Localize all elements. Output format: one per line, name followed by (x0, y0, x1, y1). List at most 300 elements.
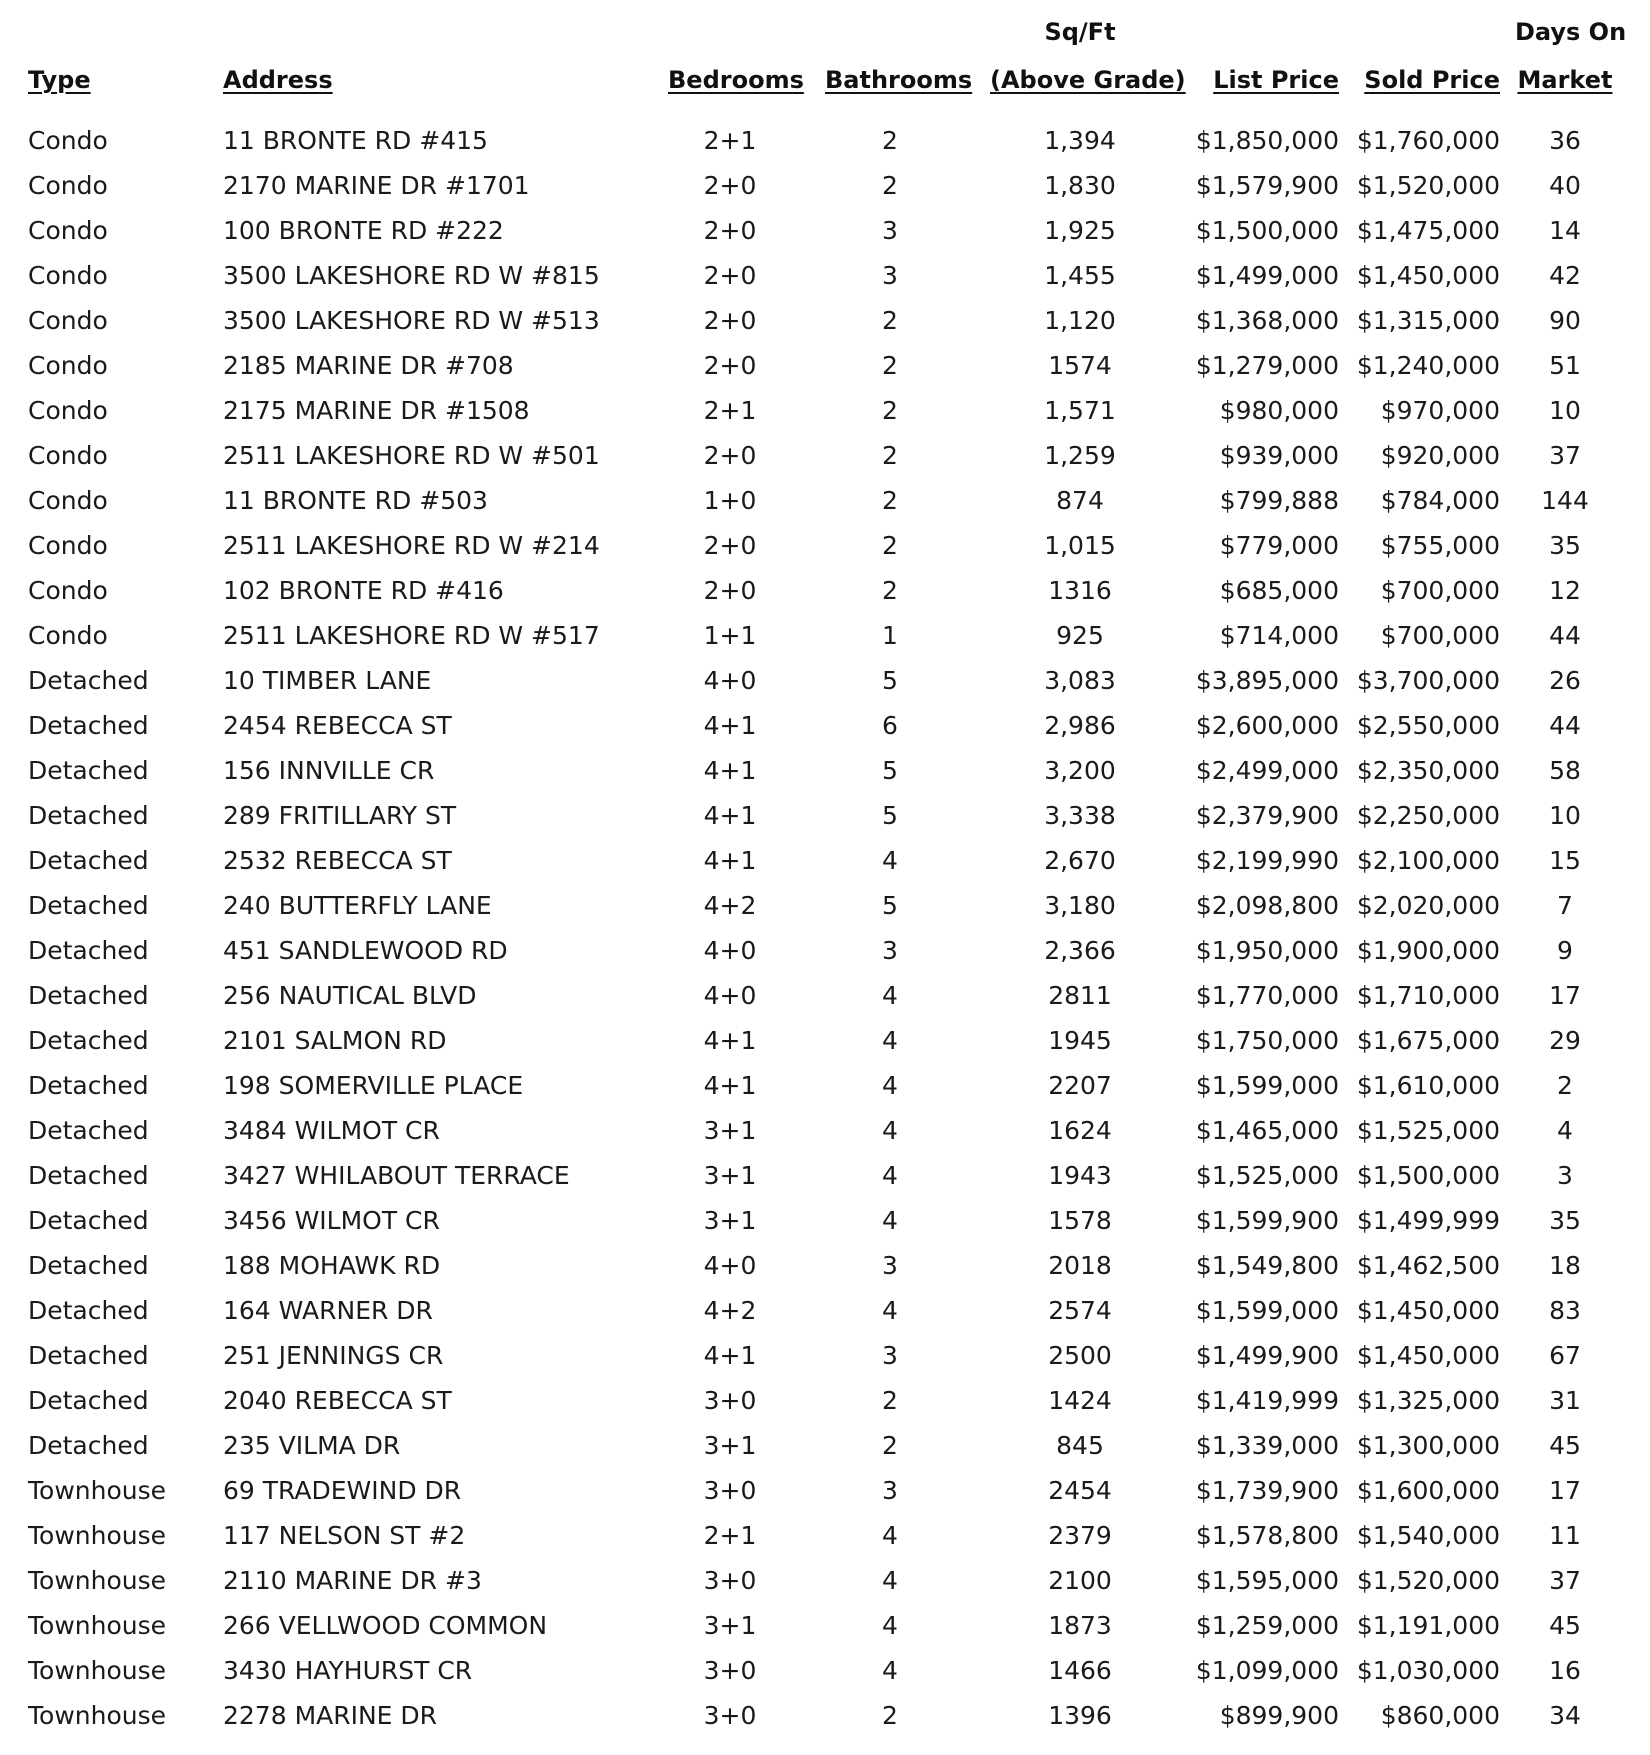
cell-bathrooms: 4 (882, 1071, 898, 1100)
table-row (0, 433, 1650, 478)
table-row (0, 1423, 1650, 1468)
cell-sqft: 2500 (1048, 1341, 1112, 1370)
cell-bathrooms: 5 (882, 801, 898, 830)
table-row (0, 118, 1650, 163)
cell-bedrooms: 2+1 (703, 396, 757, 425)
cell-type: Condo (28, 531, 108, 560)
cell-sqft: 1,925 (1044, 216, 1116, 245)
cell-list-price: $1,368,000 (1195, 306, 1339, 335)
cell-type: Detached (28, 756, 149, 785)
cell-sqft: 1943 (1048, 1161, 1112, 1190)
cell-days-on-market: 45 (1549, 1431, 1581, 1460)
cell-bathrooms: 3 (882, 1251, 898, 1280)
header-list-price-label: List Price (1213, 66, 1339, 94)
cell-sold-price: $700,000 (1380, 576, 1500, 605)
cell-sold-price: $970,000 (1380, 396, 1500, 425)
cell-address: 256 NAUTICAL BLVD (223, 981, 477, 1010)
cell-list-price: $2,199,990 (1195, 846, 1339, 875)
cell-bedrooms: 3+0 (703, 1701, 757, 1730)
cell-bathrooms: 4 (882, 1116, 898, 1145)
table-row (0, 1063, 1650, 1108)
header-dom-line2: Market (1517, 66, 1613, 94)
header-sold-price-label: Sold Price (1364, 66, 1500, 94)
cell-list-price: $939,000 (1219, 441, 1339, 470)
cell-bathrooms: 2 (882, 351, 898, 380)
cell-address: 3427 WHILABOUT TERRACE (223, 1161, 570, 1190)
cell-list-price: $1,750,000 (1195, 1026, 1339, 1055)
cell-bathrooms: 2 (882, 441, 898, 470)
cell-sqft: 1,571 (1044, 396, 1116, 425)
cell-sqft: 925 (1056, 621, 1104, 650)
cell-days-on-market: 37 (1549, 441, 1581, 470)
cell-address: 2175 MARINE DR #1508 (223, 396, 530, 425)
cell-bedrooms: 4+1 (703, 1026, 757, 1055)
cell-list-price: $1,099,000 (1195, 1656, 1339, 1685)
cell-list-price: $2,098,800 (1195, 891, 1339, 920)
cell-address: 2278 MARINE DR (223, 1701, 438, 1730)
cell-sqft: 3,200 (1044, 756, 1116, 785)
cell-sold-price: $1,525,000 (1356, 1116, 1500, 1145)
header-type-label: Type (28, 66, 91, 94)
cell-bathrooms: 4 (882, 1611, 898, 1640)
cell-bathrooms: 3 (882, 261, 898, 290)
cell-type: Townhouse (28, 1521, 167, 1550)
cell-list-price: $1,279,000 (1195, 351, 1339, 380)
cell-sold-price: $1,325,000 (1356, 1386, 1500, 1415)
cell-bathrooms: 6 (882, 711, 898, 740)
cell-sold-price: $860,000 (1380, 1701, 1500, 1730)
cell-sqft: 1574 (1048, 351, 1112, 380)
cell-days-on-market: 45 (1549, 1611, 1581, 1640)
cell-bathrooms: 4 (882, 1161, 898, 1190)
cell-days-on-market: 35 (1549, 1206, 1581, 1235)
cell-bathrooms: 4 (882, 1521, 898, 1550)
cell-sold-price: $1,500,000 (1356, 1161, 1500, 1190)
cell-sqft: 1578 (1048, 1206, 1112, 1235)
cell-bathrooms: 1 (882, 621, 898, 650)
cell-sold-price: $920,000 (1380, 441, 1500, 470)
cell-days-on-market: 67 (1549, 1341, 1581, 1370)
cell-list-price: $1,770,000 (1195, 981, 1339, 1010)
cell-type: Detached (28, 1161, 149, 1190)
table-row (0, 208, 1650, 253)
cell-bathrooms: 3 (882, 216, 898, 245)
cell-days-on-market: 18 (1549, 1251, 1581, 1280)
table-row (0, 298, 1650, 343)
header-bedrooms-label: Bedrooms (668, 66, 804, 94)
cell-list-price: $714,000 (1219, 621, 1339, 650)
cell-days-on-market: 29 (1549, 1026, 1581, 1055)
table-row (0, 703, 1650, 748)
cell-sold-price: $2,250,000 (1356, 801, 1500, 830)
cell-days-on-market: 51 (1549, 351, 1581, 380)
cell-list-price: $1,950,000 (1195, 936, 1339, 965)
cell-address: 11 BRONTE RD #415 (223, 126, 488, 155)
table-row (0, 388, 1650, 433)
table-row (0, 1693, 1650, 1738)
cell-type: Detached (28, 711, 149, 740)
cell-sqft: 1,830 (1044, 171, 1116, 200)
cell-bedrooms: 2+0 (703, 351, 757, 380)
cell-bedrooms: 2+0 (703, 216, 757, 245)
cell-type: Detached (28, 981, 149, 1010)
cell-sqft: 1396 (1048, 1701, 1112, 1730)
cell-sold-price: $1,300,000 (1356, 1431, 1500, 1460)
cell-sold-price: $755,000 (1380, 531, 1500, 560)
cell-bedrooms: 3+1 (703, 1161, 757, 1190)
cell-type: Condo (28, 306, 108, 335)
header-list-price (1190, 64, 1339, 96)
cell-address: 3484 WILMOT CR (223, 1116, 440, 1145)
cell-sold-price: $1,520,000 (1356, 1566, 1500, 1595)
cell-list-price: $685,000 (1219, 576, 1339, 605)
cell-bedrooms: 2+0 (703, 441, 757, 470)
table-row (0, 1243, 1650, 1288)
cell-address: 251 JENNINGS CR (223, 1341, 444, 1370)
cell-list-price: $1,599,000 (1195, 1071, 1339, 1100)
cell-bedrooms: 4+0 (703, 1251, 757, 1280)
cell-address: 102 BRONTE RD #416 (223, 576, 504, 605)
cell-days-on-market: 2 (1557, 1071, 1573, 1100)
cell-sqft: 2454 (1048, 1476, 1112, 1505)
cell-address: 117 NELSON ST #2 (223, 1521, 466, 1550)
cell-bathrooms: 4 (882, 981, 898, 1010)
cell-days-on-market: 12 (1549, 576, 1581, 605)
cell-days-on-market: 36 (1549, 126, 1581, 155)
header-type (28, 64, 91, 96)
cell-sqft: 1,015 (1044, 531, 1116, 560)
cell-bedrooms: 4+1 (703, 801, 757, 830)
cell-sold-price: $1,675,000 (1356, 1026, 1500, 1055)
cell-sold-price: $1,450,000 (1356, 1296, 1500, 1325)
cell-list-price: $1,599,900 (1195, 1206, 1339, 1235)
cell-sold-price: $2,350,000 (1356, 756, 1500, 785)
header-sold-price (1350, 64, 1500, 96)
cell-bathrooms: 2 (882, 171, 898, 200)
cell-bedrooms: 4+1 (703, 1071, 757, 1100)
cell-type: Detached (28, 891, 149, 920)
cell-sqft: 1316 (1048, 576, 1112, 605)
cell-address: 266 VELLWOOD COMMON (223, 1611, 548, 1640)
cell-bedrooms: 2+0 (703, 576, 757, 605)
cell-list-price: $1,465,000 (1195, 1116, 1339, 1145)
cell-bathrooms: 3 (882, 1341, 898, 1370)
cell-address: 240 BUTTERFLY LANE (223, 891, 492, 920)
cell-address: 188 MOHAWK RD (223, 1251, 441, 1280)
cell-type: Detached (28, 936, 149, 965)
cell-days-on-market: 83 (1549, 1296, 1581, 1325)
cell-bedrooms: 4+1 (703, 1341, 757, 1370)
cell-list-price: $799,888 (1219, 486, 1339, 515)
table-row (0, 1288, 1650, 1333)
cell-list-price: $2,379,900 (1195, 801, 1339, 830)
cell-bathrooms: 4 (882, 1026, 898, 1055)
cell-address: 2040 REBECCA ST (223, 1386, 452, 1415)
cell-bedrooms: 4+0 (703, 936, 757, 965)
cell-bedrooms: 3+1 (703, 1116, 757, 1145)
cell-type: Condo (28, 621, 108, 650)
table-row (0, 658, 1650, 703)
cell-type: Detached (28, 1071, 149, 1100)
cell-days-on-market: 58 (1549, 756, 1581, 785)
cell-days-on-market: 44 (1549, 711, 1581, 740)
cell-bathrooms: 5 (882, 891, 898, 920)
cell-sold-price: $784,000 (1380, 486, 1500, 515)
cell-sqft: 2,366 (1044, 936, 1116, 965)
cell-sqft: 874 (1056, 486, 1104, 515)
table-row (0, 523, 1650, 568)
table-row (0, 973, 1650, 1018)
table-row (0, 1333, 1650, 1378)
cell-bathrooms: 2 (882, 1386, 898, 1415)
cell-address: 289 FRITILLARY ST (223, 801, 457, 830)
cell-days-on-market: 26 (1549, 666, 1581, 695)
cell-bathrooms: 2 (882, 306, 898, 335)
cell-bedrooms: 3+0 (703, 1476, 757, 1505)
cell-bathrooms: 2 (882, 1701, 898, 1730)
cell-bathrooms: 2 (882, 486, 898, 515)
table-row (0, 838, 1650, 883)
cell-address: 69 TRADEWIND DR (223, 1476, 462, 1505)
cell-list-price: $1,549,800 (1195, 1251, 1339, 1280)
cell-address: 3500 LAKESHORE RD W #513 (223, 306, 600, 335)
cell-sold-price: $1,499,999 (1356, 1206, 1500, 1235)
cell-type: Detached (28, 1341, 149, 1370)
cell-bathrooms: 4 (882, 1566, 898, 1595)
cell-address: 10 TIMBER LANE (223, 666, 432, 695)
cell-type: Detached (28, 846, 149, 875)
cell-sqft: 1624 (1048, 1116, 1112, 1145)
cell-days-on-market: 17 (1549, 981, 1581, 1010)
cell-sold-price: $1,191,000 (1356, 1611, 1500, 1640)
cell-sqft: 1,120 (1044, 306, 1116, 335)
header-bedrooms (668, 64, 804, 96)
cell-sqft: 845 (1056, 1431, 1104, 1460)
cell-type: Detached (28, 666, 149, 695)
cell-bathrooms: 2 (882, 576, 898, 605)
cell-address: 451 SANDLEWOOD RD (223, 936, 508, 965)
cell-bedrooms: 4+1 (703, 846, 757, 875)
table-row (0, 1198, 1650, 1243)
cell-days-on-market: 14 (1549, 216, 1581, 245)
cell-type: Condo (28, 216, 108, 245)
cell-type: Detached (28, 1296, 149, 1325)
cell-bathrooms: 4 (882, 1656, 898, 1685)
cell-bathrooms: 2 (882, 1431, 898, 1460)
cell-sold-price: $1,030,000 (1356, 1656, 1500, 1685)
cell-days-on-market: 40 (1549, 171, 1581, 200)
cell-sqft: 2100 (1048, 1566, 1112, 1595)
cell-type: Townhouse (28, 1476, 167, 1505)
cell-sqft: 2,670 (1044, 846, 1116, 875)
cell-sold-price: $2,550,000 (1356, 711, 1500, 740)
cell-sold-price: $2,100,000 (1356, 846, 1500, 875)
cell-bathrooms: 2 (882, 396, 898, 425)
cell-sqft: 1873 (1048, 1611, 1112, 1640)
header-sqft (990, 16, 1186, 96)
cell-sold-price: $1,240,000 (1356, 351, 1500, 380)
cell-list-price: $2,499,000 (1195, 756, 1339, 785)
cell-address: 2454 REBECCA ST (223, 711, 452, 740)
cell-bedrooms: 4+2 (703, 891, 757, 920)
cell-address: 2110 MARINE DR #3 (223, 1566, 482, 1595)
cell-type: Detached (28, 1026, 149, 1055)
cell-bedrooms: 3+1 (703, 1611, 757, 1640)
header-sqft-line1: Sq/Ft (1044, 18, 1116, 46)
cell-list-price: $1,259,000 (1195, 1611, 1339, 1640)
cell-list-price: $1,595,000 (1195, 1566, 1339, 1595)
cell-bedrooms: 1+1 (703, 621, 757, 650)
cell-sold-price: $1,900,000 (1356, 936, 1500, 965)
cell-sqft: 2018 (1048, 1251, 1112, 1280)
cell-bedrooms: 2+1 (703, 1521, 757, 1550)
cell-sold-price: $1,610,000 (1356, 1071, 1500, 1100)
cell-type: Detached (28, 1431, 149, 1460)
cell-days-on-market: 90 (1549, 306, 1581, 335)
cell-list-price: $1,850,000 (1195, 126, 1339, 155)
table-row (0, 883, 1650, 928)
cell-bathrooms: 3 (882, 1476, 898, 1505)
cell-address: 2101 SALMON RD (223, 1026, 447, 1055)
cell-sold-price: $2,020,000 (1356, 891, 1500, 920)
cell-list-price: $1,500,000 (1195, 216, 1339, 245)
cell-bedrooms: 3+1 (703, 1206, 757, 1235)
cell-bedrooms: 2+0 (703, 171, 757, 200)
cell-sold-price: $1,600,000 (1356, 1476, 1500, 1505)
table-row (0, 748, 1650, 793)
cell-days-on-market: 44 (1549, 621, 1581, 650)
cell-address: 2511 LAKESHORE RD W #214 (223, 531, 600, 560)
table-row (0, 163, 1650, 208)
cell-type: Detached (28, 801, 149, 830)
cell-type: Condo (28, 351, 108, 380)
cell-sqft: 2811 (1048, 981, 1112, 1010)
table-row (0, 928, 1650, 973)
table-body (0, 118, 1650, 1738)
cell-type: Townhouse (28, 1656, 167, 1685)
cell-sold-price: $700,000 (1380, 621, 1500, 650)
cell-address: 11 BRONTE RD #503 (223, 486, 488, 515)
cell-bedrooms: 4+1 (703, 756, 757, 785)
cell-sqft: 1,455 (1044, 261, 1116, 290)
cell-days-on-market: 31 (1549, 1386, 1581, 1415)
cell-bedrooms: 2+0 (703, 261, 757, 290)
cell-days-on-market: 11 (1549, 1521, 1581, 1550)
cell-days-on-market: 10 (1549, 801, 1581, 830)
cell-type: Detached (28, 1386, 149, 1415)
cell-sqft: 1,394 (1044, 126, 1116, 155)
cell-address: 2185 MARINE DR #708 (223, 351, 514, 380)
table-row (0, 568, 1650, 613)
cell-bedrooms: 4+0 (703, 666, 757, 695)
cell-type: Detached (28, 1251, 149, 1280)
cell-address: 2511 LAKESHORE RD W #517 (223, 621, 600, 650)
cell-sold-price: $1,450,000 (1356, 261, 1500, 290)
cell-sqft: 3,338 (1044, 801, 1116, 830)
cell-days-on-market: 7 (1557, 891, 1573, 920)
cell-bathrooms: 2 (882, 126, 898, 155)
cell-sqft: 2207 (1048, 1071, 1112, 1100)
cell-list-price: $1,339,000 (1195, 1431, 1339, 1460)
cell-days-on-market: 16 (1549, 1656, 1581, 1685)
cell-list-price: $1,419,999 (1195, 1386, 1339, 1415)
cell-days-on-market: 15 (1549, 846, 1581, 875)
cell-address: 2511 LAKESHORE RD W #501 (223, 441, 600, 470)
cell-list-price: $1,579,900 (1195, 171, 1339, 200)
cell-days-on-market: 9 (1557, 936, 1573, 965)
header-address (223, 64, 333, 96)
cell-list-price: $899,900 (1219, 1701, 1339, 1730)
header-bathrooms-label: Bathrooms (825, 66, 973, 94)
cell-sold-price: $1,540,000 (1356, 1521, 1500, 1550)
cell-bedrooms: 4+0 (703, 981, 757, 1010)
cell-address: 235 VILMA DR (223, 1431, 401, 1460)
cell-sold-price: $1,462,500 (1356, 1251, 1500, 1280)
cell-bedrooms: 4+1 (703, 711, 757, 740)
cell-sqft: 1,259 (1044, 441, 1116, 470)
cell-address: 156 INNVILLE CR (223, 756, 435, 785)
cell-type: Condo (28, 441, 108, 470)
cell-sqft: 3,083 (1044, 666, 1116, 695)
cell-type: Detached (28, 1116, 149, 1145)
table-row (0, 1513, 1650, 1558)
cell-days-on-market: 4 (1557, 1116, 1573, 1145)
header-bathrooms (825, 64, 973, 96)
cell-type: Townhouse (28, 1566, 167, 1595)
cell-bedrooms: 2+1 (703, 126, 757, 155)
table-row (0, 1378, 1650, 1423)
header-days-on-market (1515, 16, 1627, 96)
cell-days-on-market: 42 (1549, 261, 1581, 290)
header-sqft-line2: (Above Grade) (990, 66, 1186, 94)
cell-sold-price: $1,475,000 (1356, 216, 1500, 245)
cell-sold-price: $1,710,000 (1356, 981, 1500, 1010)
header-address-label: Address (223, 66, 333, 94)
cell-days-on-market: 35 (1549, 531, 1581, 560)
cell-type: Condo (28, 486, 108, 515)
cell-address: 3500 LAKESHORE RD W #815 (223, 261, 600, 290)
table-row (0, 1108, 1650, 1153)
cell-address: 164 WARNER DR (223, 1296, 433, 1325)
table-row (0, 1018, 1650, 1063)
cell-address: 2170 MARINE DR #1701 (223, 171, 530, 200)
table-row (0, 1558, 1650, 1603)
cell-sqft: 2574 (1048, 1296, 1112, 1325)
cell-list-price: $779,000 (1219, 531, 1339, 560)
cell-list-price: $1,499,000 (1195, 261, 1339, 290)
cell-bathrooms: 4 (882, 1206, 898, 1235)
cell-address: 3456 WILMOT CR (223, 1206, 440, 1235)
cell-type: Condo (28, 396, 108, 425)
cell-days-on-market: 17 (1549, 1476, 1581, 1505)
cell-sqft: 3,180 (1044, 891, 1116, 920)
cell-bedrooms: 3+1 (703, 1431, 757, 1460)
table-row (0, 613, 1650, 658)
cell-address: 3430 HAYHURST CR (223, 1656, 473, 1685)
cell-sold-price: $1,315,000 (1356, 306, 1500, 335)
cell-bathrooms: 4 (882, 846, 898, 875)
cell-address: 100 BRONTE RD #222 (223, 216, 504, 245)
cell-type: Condo (28, 576, 108, 605)
table-row (0, 343, 1650, 388)
table-row (0, 1468, 1650, 1513)
cell-days-on-market: 34 (1549, 1701, 1581, 1730)
cell-type: Condo (28, 171, 108, 200)
cell-days-on-market: 37 (1549, 1566, 1581, 1595)
cell-list-price: $1,525,000 (1195, 1161, 1339, 1190)
cell-bathrooms: 4 (882, 1296, 898, 1325)
cell-address: 198 SOMERVILLE PLACE (223, 1071, 524, 1100)
